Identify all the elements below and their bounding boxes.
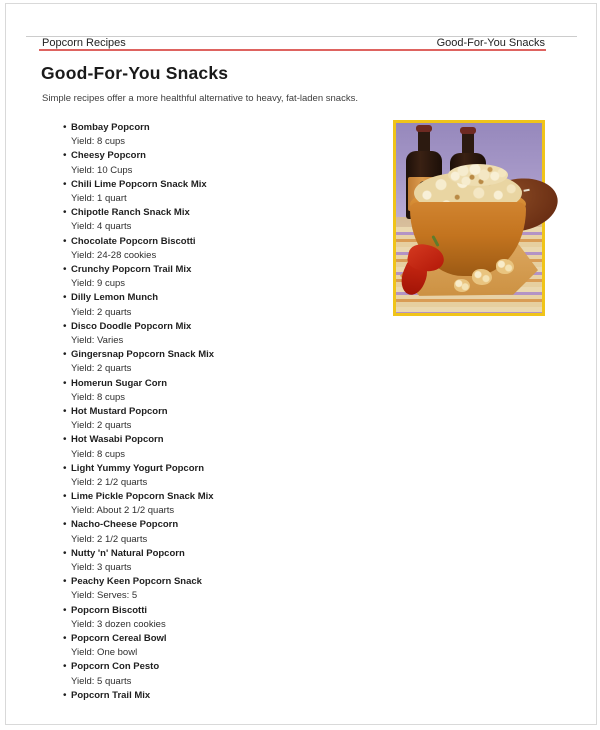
recipe-yield: Yield: 8 cups xyxy=(71,136,126,148)
recipe-name: • Popcorn Cereal Bowl xyxy=(71,633,167,645)
photo-popcorn-cluster xyxy=(454,279,470,292)
recipe-list-item xyxy=(71,632,391,660)
recipe-yield: Yield: 2 quarts xyxy=(71,306,132,318)
header-left-text: Popcorn Recipes xyxy=(42,37,126,49)
recipe-list-item xyxy=(71,575,391,603)
recipe-yield: Yield: 9 cups xyxy=(71,278,126,290)
recipe-yield: Yield: 2 quarts xyxy=(71,420,132,432)
recipe-name: • Popcorn Biscotti xyxy=(71,604,148,616)
page-subtitle: Simple recipes offer a more healthful alternative to heavy, fat-laden snacks. xyxy=(42,93,358,104)
recipe-list-item xyxy=(71,405,391,433)
recipe-list-item xyxy=(71,689,391,717)
recipe-yield: Yield: 1 quart xyxy=(71,192,127,204)
recipe-name: • Chocolate Popcorn Biscotti xyxy=(71,235,196,247)
recipe-name: • Light Yummy Yogurt Popcorn xyxy=(71,462,205,474)
recipe-yield: Yield: 24-28 cookies xyxy=(71,249,157,261)
recipe-list-item xyxy=(71,149,391,177)
recipe-yield: Yield: About 2 1/2 quarts xyxy=(71,505,175,517)
recipe-list xyxy=(71,121,391,701)
recipe-name: • Hot Wasabi Popcorn xyxy=(71,434,164,446)
recipe-list-item xyxy=(71,206,391,234)
recipe-list-item xyxy=(71,547,391,575)
recipe-yield: Yield: 2 1/2 quarts xyxy=(71,476,148,488)
recipe-list-item xyxy=(71,660,391,688)
recipe-list-item xyxy=(71,462,391,490)
recipe-yield: Yield: One bowl xyxy=(71,647,138,659)
recipe-name: • Chipotle Ranch Snack Mix xyxy=(71,207,190,219)
recipe-list-item xyxy=(71,235,391,263)
photo-popcorn-cluster xyxy=(472,269,492,285)
recipe-list-item xyxy=(71,518,391,546)
recipe-yield: Yield: Varies xyxy=(71,334,124,346)
recipe-yield: Yield: 3 quarts xyxy=(71,562,132,574)
recipe-list-item xyxy=(71,348,391,376)
recipe-yield: Yield: 8 cups xyxy=(71,391,126,403)
recipe-name: • Hot Mustard Popcorn xyxy=(71,405,168,417)
recipe-yield: Yield: 3 dozen cookies xyxy=(71,618,166,630)
recipe-list-item xyxy=(71,263,391,291)
recipe-list-item xyxy=(71,178,391,206)
recipe-name: • Homerun Sugar Corn xyxy=(71,377,168,389)
recipe-name: • Nutty 'n' Natural Popcorn xyxy=(71,547,185,559)
recipe-list-item xyxy=(71,377,391,405)
recipe-list-item xyxy=(71,433,391,461)
photo-popcorn-cluster xyxy=(496,259,514,274)
recipe-name: • Popcorn Trail Mix xyxy=(71,689,151,701)
recipe-name: • Nacho-Cheese Popcorn xyxy=(71,519,179,531)
recipe-name: • Lime Pickle Popcorn Snack Mix xyxy=(71,491,214,503)
recipe-yield: Yield: 4 quarts xyxy=(71,221,132,233)
recipe-name: • Disco Doodle Popcorn Mix xyxy=(71,320,192,332)
page-title: Good-For-You Snacks xyxy=(41,63,229,83)
header-red-rule xyxy=(39,49,546,51)
recipe-name: • Dilly Lemon Munch xyxy=(71,292,159,304)
recipe-list-item xyxy=(71,320,391,348)
recipe-list-item xyxy=(71,490,391,518)
recipe-name: • Chili Lime Popcorn Snack Mix xyxy=(71,178,207,190)
recipe-name: • Peachy Keen Popcorn Snack xyxy=(71,576,202,588)
recipe-name: • Crunchy Popcorn Trail Mix xyxy=(71,263,192,275)
recipe-yield: Yield: 2 1/2 quarts xyxy=(71,533,148,545)
recipe-yield: Yield: Serves: 5 xyxy=(71,590,138,602)
recipe-name: • Popcorn Con Pesto xyxy=(71,661,160,673)
header-right-text: Good-For-You Snacks xyxy=(436,37,545,49)
recipe-name: • Gingersnap Popcorn Snack Mix xyxy=(71,349,215,361)
recipe-yield: Yield: 8 cups xyxy=(71,448,126,460)
recipe-yield: Yield: 5 quarts xyxy=(71,675,132,687)
recipe-list-item xyxy=(71,291,391,319)
recipe-list-item xyxy=(71,604,391,632)
recipe-name: • Cheesy Popcorn xyxy=(71,150,146,162)
recipe-yield: Yield: 10 Cups xyxy=(71,164,133,176)
popcorn-photo xyxy=(393,120,545,316)
recipe-name: • Bombay Popcorn xyxy=(71,122,150,133)
recipe-list-item xyxy=(71,121,391,149)
recipe-yield: Yield: 2 quarts xyxy=(71,363,132,375)
